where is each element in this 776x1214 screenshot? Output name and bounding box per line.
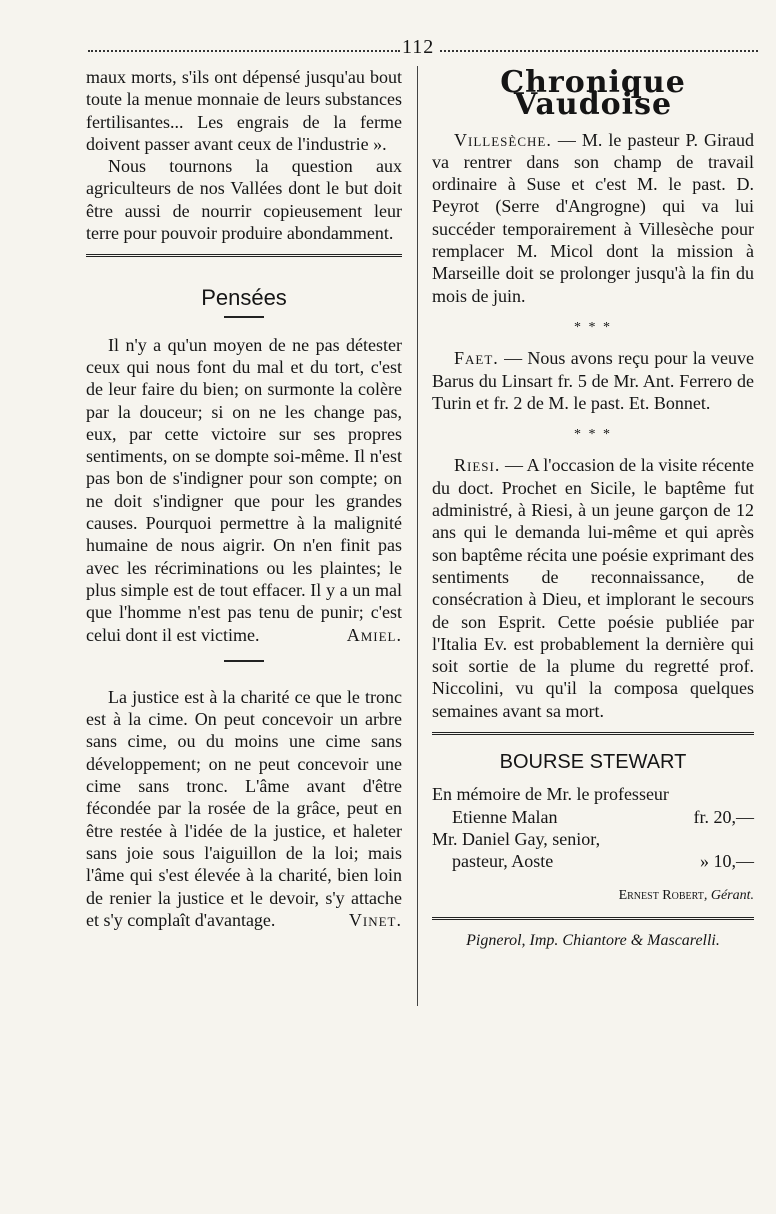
bourse-line-3 (432, 850, 754, 872)
stars-separator-1: * * * (574, 319, 612, 335)
pensee-2-text: La justice est à la charité ce que le tronc est à la cime. On peut concevoir un arbre sans cime, ou du moins une cime sans développement; on ne peut concevoir une cime sans tronc. L'âme avant d'être fécondée par la rosée de la grâce, peut en être restée à l'idée de la justice, et haleter sans joie sous l'aiguillon de la loi; mais l'âme qui s'est élevée à la charité, bien loin de renier la justice et le devoir, s'y attache et s'y complaît d'avantage. (86, 686, 402, 930)
gerant-name: Ernest Robert (618, 887, 704, 903)
faet-text: — Nous avons reçu pour la veuve Barus du Linsart fr. 5 de Mr. Ant. Ferrero de Turin et fr. 2 de M. le past. Et. Bonnet. (432, 348, 754, 413)
bourse-line-1 (432, 806, 754, 828)
bourse-line-2 (432, 828, 754, 850)
column-divider (417, 66, 418, 1006)
title-dash (224, 316, 264, 318)
bourse-line-3-amount: » 10,— (700, 851, 754, 872)
gerant-role: Gérant. (710, 887, 754, 903)
pensee-1-text: Il n'y a qu'un moyen de ne pas détester ceux qui nous font du mal et du tort, c'est de leur faire du bien; on surmonte la colère par la douceur; si on ne les change pas, eux, par cette victoire sur ses propres sentiments, on se dompte soi-même. Il n'est pas bon de s'indigner pour son compte; on ne doit s'indigner que pour les grandes causes. Pourquoi permettre à la malignité humaine de nous aigrir. On n'en finit pas avec les récriminations ou les plaintes; le plus simple est de tout effacer. Il y a un mal que l'homme n'est pas tenu de punir; c'est celui dont il est victime. (86, 334, 402, 645)
right-column (432, 66, 754, 952)
header-rule-left (88, 50, 400, 52)
header-rule-right (440, 50, 758, 52)
pensees-title: Pensées (201, 285, 287, 311)
faet-place: Faet. (454, 348, 499, 369)
section-rule (86, 254, 402, 257)
stars-separator-2: * * * (574, 427, 612, 443)
riesi-text: — A l'occasion de la visite récente du doct. Prochet en Sicile, le baptême fut administré, à Riesi, à un jeune garçon de 12 ans qui le demanda lui-même et qui après son baptême récita une poésie exprimant des sentiments de reconnaissance, de consécration à Dieu, et implorant le secours de son Esprit. Cette poésie publiée par l'Italia Ev. est probablement la dernière qui soit sortie de la plume du regretté prof. Niccolini, vu qu'il la composa quelques semaines avant sa mort. (432, 455, 754, 721)
bourse-line-1-name: Etienne Malan (452, 806, 558, 827)
faet-item (432, 347, 754, 414)
bourse-intro: En mémoire de Mr. le professeur (432, 784, 669, 805)
printer-line: Pignerol, Imp. Chiantore & Mascarelli. (466, 931, 720, 949)
printer-rule (432, 917, 754, 920)
page-number: 112 (402, 36, 435, 58)
bourse-title: BOURSE STEWART (499, 751, 687, 774)
pensee-1-author: Amiel. (346, 624, 402, 645)
villeseche-place: Villesèche. (454, 129, 552, 150)
bourse-line-3-name: pasteur, Aoste (452, 851, 554, 872)
intro-paragraph-1: maux morts, s'ils ont dépensé jusqu'au bout toute la menue monnaie de leurs substances fertilisantes... Les engrais de la ferme doivent passer avant ceux de l'industrie ». (86, 67, 402, 154)
intro-paragraph-2: Nous tournons la question aux agriculteurs de nos Vallées dont le but doit être aussi de nourrir copieusement leur terre pour pouvoir produire abondamment. (86, 156, 402, 244)
pensee-1 (86, 334, 402, 646)
villeseche-item (432, 129, 754, 307)
gerant-signature: Ernest Robert, Gérant. (618, 887, 754, 903)
pensee-2-author: Vinet. (348, 909, 402, 930)
villeseche-text: — M. le pasteur P. Giraud va rentrer dans son champ de travail ordinaire à Suse et c'est M. le past. D. Peyrot (Serre d'Angrogne) qui va lui succéder temporairement à Villesèche pour remplacer M. Micol dont la mission à Marseille doit se prolonger jusqu'à la fin du mois de juin. (432, 129, 754, 306)
bourse-rule (432, 732, 754, 735)
left-column (86, 66, 402, 931)
bourse-line-1-amount: fr. 20,— (693, 806, 754, 827)
separator-dash (224, 660, 264, 662)
riesi-item (432, 454, 754, 722)
pensee-2 (86, 686, 402, 931)
riesi-place: Riesi. (454, 455, 501, 476)
chronique-title: Chronique Vaudoise (500, 65, 686, 123)
bourse-line-2-name: Mr. Daniel Gay, senior, (432, 828, 601, 849)
